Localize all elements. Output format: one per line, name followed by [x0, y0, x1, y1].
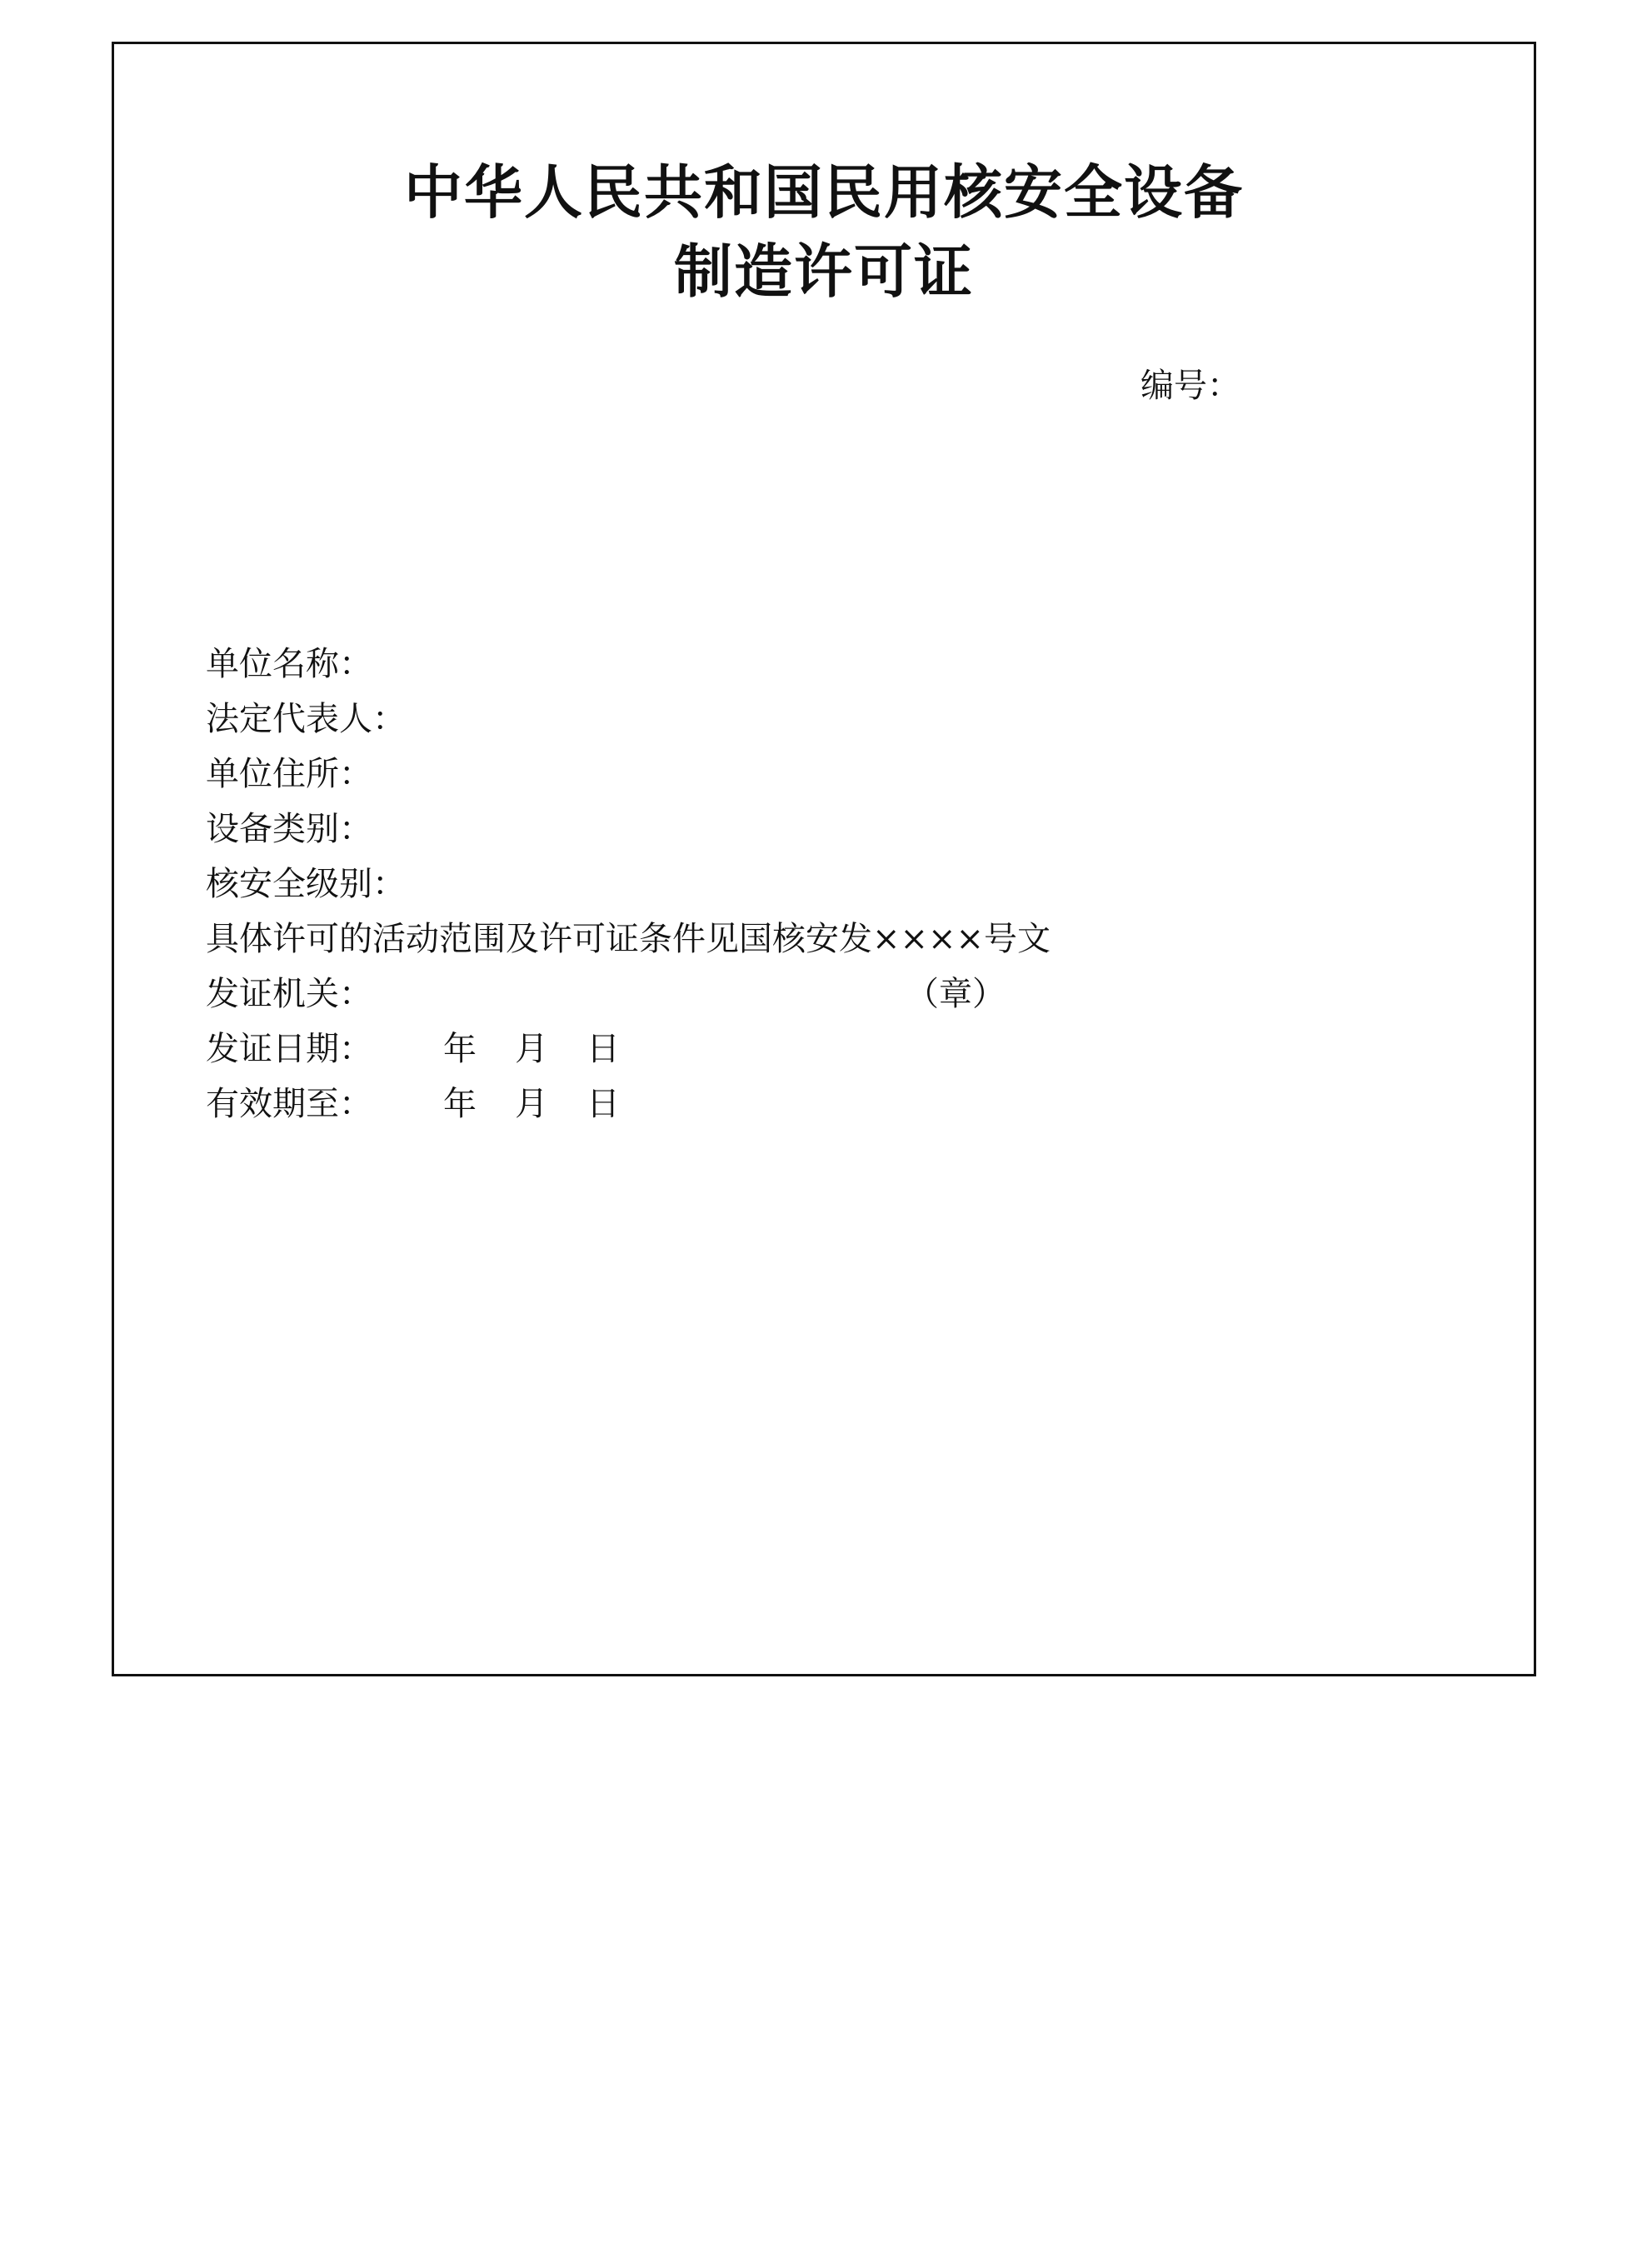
issue-date-day-unit: 日: [586, 1030, 620, 1068]
issue-date-month-unit: 月: [515, 1030, 548, 1068]
field-legal-representative: 法定代表人：: [206, 700, 406, 738]
field-issue-date: 发证日期：: [206, 1030, 372, 1068]
valid-until-day-unit: 日: [586, 1085, 620, 1123]
field-equipment-category: 设备类别：: [206, 810, 372, 848]
field-issuing-authority: 发证机关：: [206, 975, 372, 1013]
certificate-number-label: 编号：: [1140, 367, 1240, 405]
issue-date-year-unit: 年: [443, 1030, 477, 1068]
field-valid-until: 有效期至：: [206, 1085, 372, 1123]
field-unit-name: 单位名称：: [206, 645, 372, 683]
valid-until-year-unit: 年: [443, 1085, 477, 1123]
field-safety-level: 核安全级别：: [206, 865, 406, 903]
valid-until-month-unit: 月: [515, 1085, 548, 1123]
seal-placeholder: （章）: [906, 975, 1006, 1013]
certificate-frame: [112, 42, 1536, 1676]
field-unit-address: 单位住所：: [206, 755, 372, 793]
certificate-title-line2: 制造许可证: [674, 237, 974, 306]
certificate-title-line1: 中华人民共和国民用核安全设备: [404, 157, 1244, 227]
field-activity-scope: 具体许可的活动范围及许可证条件见国核安发××××号文: [206, 920, 1051, 958]
